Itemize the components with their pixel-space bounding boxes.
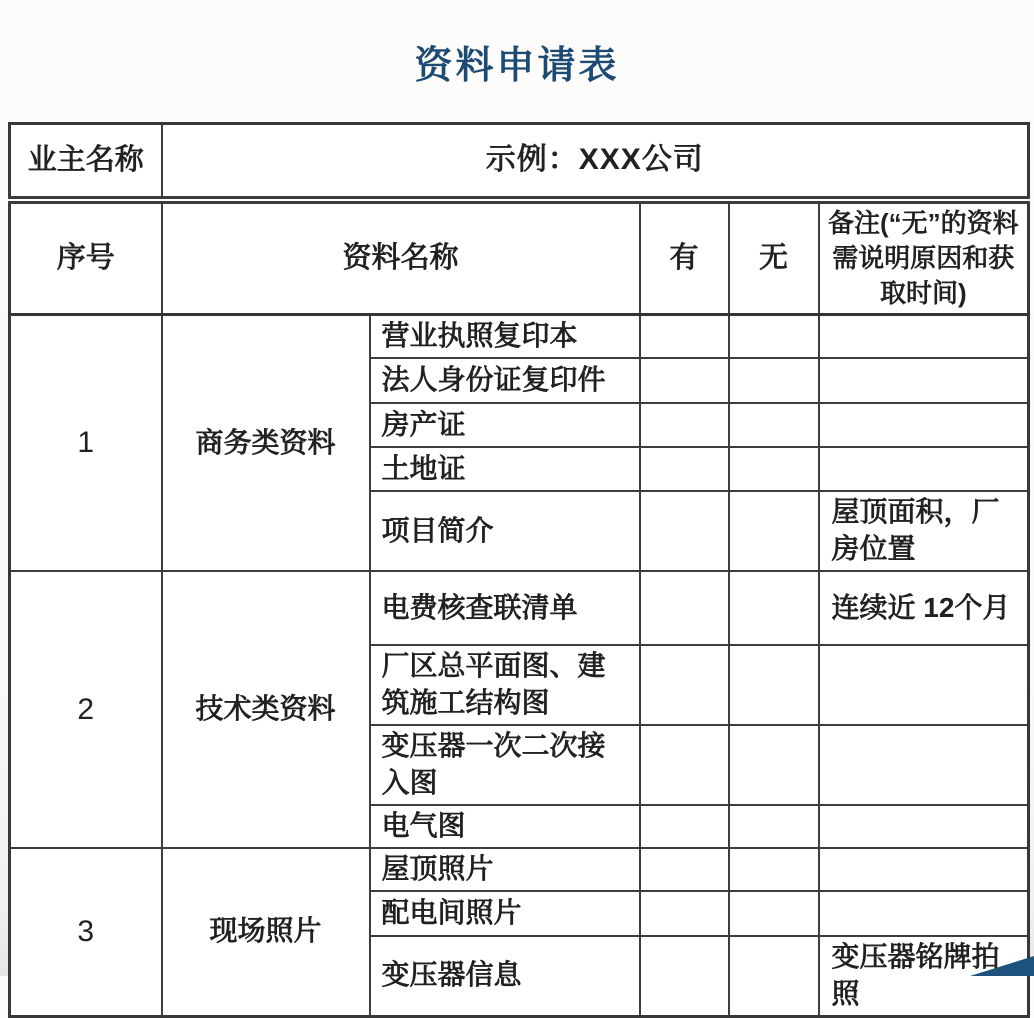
- item-name: 厂区总平面图、建筑施工结构图: [370, 645, 640, 725]
- item-name: 电气图: [370, 805, 640, 848]
- item-name: 屋顶照片: [370, 848, 640, 891]
- section-category: 现场照片: [162, 848, 370, 1016]
- item-name: 法人身份证复印件: [370, 358, 640, 403]
- have-cell: [640, 571, 729, 645]
- have-cell: [640, 725, 729, 805]
- have-cell: [640, 936, 729, 1016]
- section-index: 2: [10, 571, 162, 848]
- section-index: 1: [10, 314, 162, 571]
- none-cell: [729, 645, 819, 725]
- have-cell: [640, 403, 729, 447]
- section-index: 3: [10, 848, 162, 1016]
- item-name: 项目简介: [370, 491, 640, 571]
- remark-cell: 屋顶面积，厂房位置: [819, 491, 1029, 571]
- remark-cell: 变压器铭牌拍照: [819, 936, 1029, 1016]
- table-row: [10, 571, 1029, 645]
- remark-cell: [819, 891, 1029, 936]
- none-cell: [729, 447, 819, 491]
- column-header-not-have: 无: [729, 200, 819, 315]
- item-name: 土地证: [370, 447, 640, 491]
- table-row: [10, 848, 1029, 891]
- have-cell: [640, 491, 729, 571]
- application-form-table: [8, 122, 1030, 1018]
- column-header-index: 序号: [10, 200, 162, 315]
- item-name: 电费核查联清单: [370, 571, 640, 645]
- have-cell: [640, 805, 729, 848]
- column-header-have: 有: [640, 200, 729, 315]
- have-cell: [640, 358, 729, 403]
- have-cell: [640, 645, 729, 725]
- none-cell: [729, 891, 819, 936]
- item-name: 配电间照片: [370, 891, 640, 936]
- remark-cell: [819, 805, 1029, 848]
- have-cell: [640, 314, 729, 358]
- header-row: [10, 200, 1029, 315]
- item-name: 营业执照复印本: [370, 314, 640, 358]
- item-name: 变压器一次二次接入图: [370, 725, 640, 805]
- none-cell: [729, 491, 819, 571]
- owner-name-value: 示例：XXX公司: [162, 124, 1029, 200]
- none-cell: [729, 848, 819, 891]
- table-row: [10, 314, 1029, 358]
- remark-cell: [819, 314, 1029, 358]
- have-cell: [640, 447, 729, 491]
- owner-row: [10, 124, 1029, 200]
- none-cell: [729, 358, 819, 403]
- none-cell: [729, 805, 819, 848]
- remark-cell: [819, 848, 1029, 891]
- none-cell: [729, 314, 819, 358]
- section-category: 技术类资料: [162, 571, 370, 848]
- remark-cell: [819, 645, 1029, 725]
- column-header-remark: 备注(“无”的资料需说明原因和获取时间): [819, 200, 1029, 315]
- item-name: 变压器信息: [370, 936, 640, 1016]
- none-cell: [729, 936, 819, 1016]
- have-cell: [640, 891, 729, 936]
- remark-cell: [819, 725, 1029, 805]
- none-cell: [729, 725, 819, 805]
- remark-cell: 连续近 12个月: [819, 571, 1029, 645]
- owner-name-label: 业主名称: [10, 124, 162, 200]
- remark-cell: [819, 447, 1029, 491]
- item-name: 房产证: [370, 403, 640, 447]
- none-cell: [729, 571, 819, 645]
- page-title: 资料申请表: [414, 45, 620, 87]
- remark-cell: [819, 358, 1029, 403]
- remark-cell: [819, 403, 1029, 447]
- section-category: 商务类资料: [162, 314, 370, 571]
- column-header-name: 资料名称: [162, 200, 640, 315]
- have-cell: [640, 848, 729, 891]
- none-cell: [729, 403, 819, 447]
